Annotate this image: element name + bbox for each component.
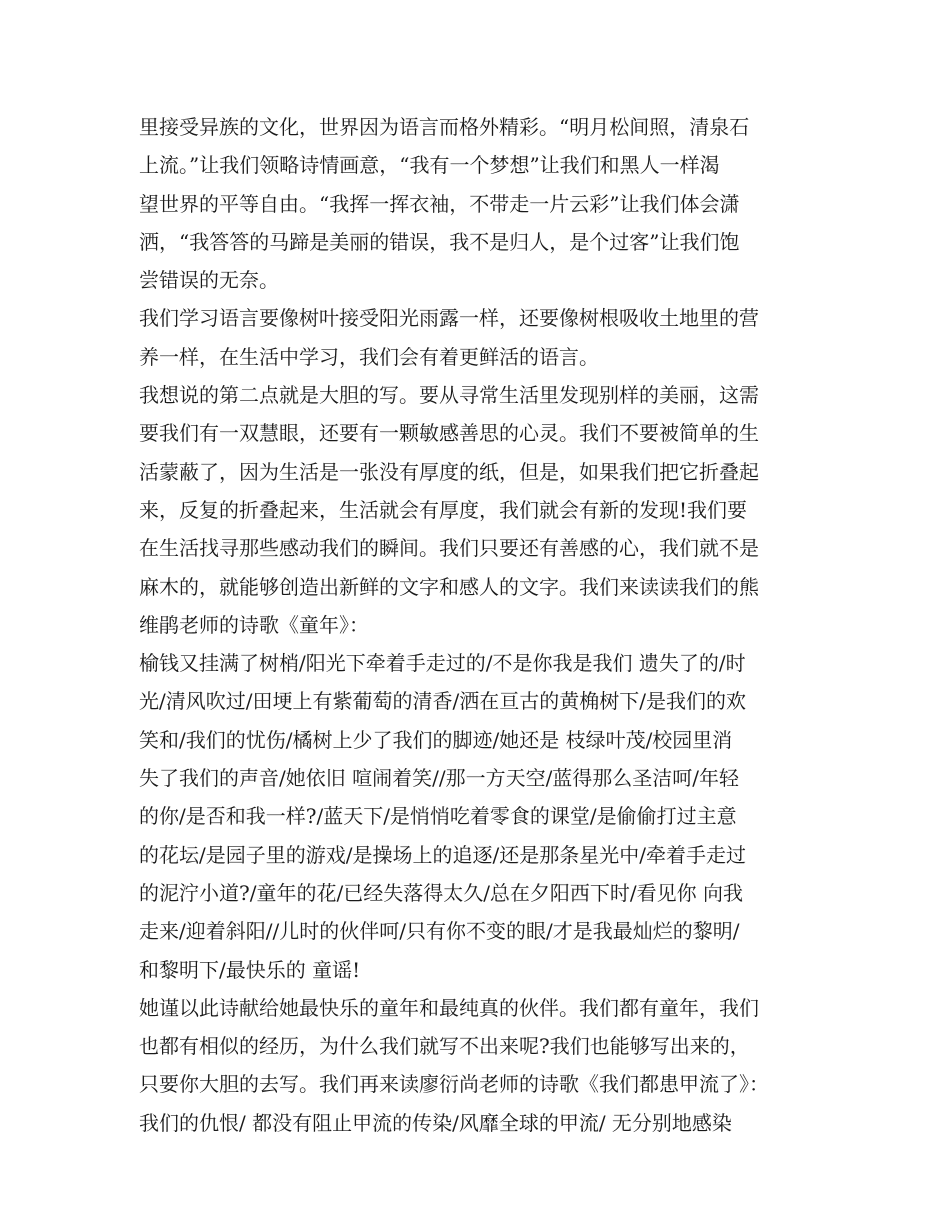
text-line: 要我们有一双慧眼，还要有一颗敏感善思的心灵。我们不要被简单的生 (139, 421, 759, 446)
text-line: 失了我们的声音/她依旧 喧闹着笑//那一方天空/蓝得那么圣洁呵/年轻 (139, 766, 740, 791)
text-line: 尝错误的无奈。 (139, 268, 279, 293)
text-line: 走来/迎着斜阳//儿时的伙伴呵/只有你不变的眼/才是我最灿烂的黎明/ (139, 919, 740, 944)
text-line: 上流。”让我们领略诗情画意，“我有一个梦想”让我们和黑人一样渴 (139, 153, 720, 178)
text-line: 的你/是否和我一样?/蓝天下/是悄悄吃着零食的课堂/是偷偷打过主意 (139, 804, 737, 829)
text-line: 在生活找寻那些感动我们的瞬间。我们只要还有善感的心，我们就不是 (139, 536, 759, 561)
text-line: 的花坛/是园子里的游戏/是操场上的追逐/还是那条星光中/牵着手走过 (139, 842, 746, 867)
text-line: 我们的仇恨/ 都没有阻止甲流的传染/风靡全球的甲流/ 无分别地感染 (139, 1110, 732, 1135)
text-line: 维鹃老师的诗歌《童年》： (139, 612, 369, 637)
text-line: 也都有相似的经历，为什么我们就写不出来呢?我们也能够写出来的， (139, 1034, 750, 1059)
text-line: 里接受异族的文化，世界因为语言而格外精彩。“明月松间照，清泉石 (139, 115, 750, 139)
text-line: 只要你大胆的去写。我们再来读廖衍尚老师的诗歌《我们都患甲流了》： (139, 1072, 769, 1097)
text-line: 望世界的平等自由。“我挥一挥衣袖，不带走一片云彩”让我们体会潇 (139, 191, 740, 216)
text-line: 来，反复的折叠起来，生活就会有厚度，我们就会有新的发现!我们要 (139, 497, 748, 522)
text-line: 麻木的，就能够创造出新鲜的文字和感人的文字。我们来读读我们的熊 (139, 574, 759, 599)
text-line: 榆钱又挂满了树梢/阳光下牵着手走过的/不是你我是我们 遗失了的/时 (139, 651, 746, 676)
text-line: 养一样，在生活中学习，我们会有着更鲜活的语言。 (139, 344, 599, 369)
text-line: 光/清风吹过/田埂上有紫葡萄的清香/洒在亘古的黄桷树下/是我们的欢 (139, 689, 746, 714)
text-line: 的泥泞小道?/童年的花/已经失落得太久/总在夕阳西下时/看见你 向我 (139, 880, 744, 905)
text-line: 她谨以此诗献给她最快乐的童年和最纯真的伙伴。我们都有童年，我们 (139, 995, 759, 1020)
text-line: 活蒙蔽了，因为生活是一张没有厚度的纸，但是，如果我们把它折叠起 (139, 459, 759, 484)
text-line: 笑和/我们的忧伤/橘树上少了我们的脚迹/她还是 枝绿叶茂/校园里消 (139, 727, 733, 752)
document-body (139, 108, 829, 1142)
text-line: 洒，“我答答的马蹄是美丽的错误，我不是归人，是个过客”让我们饱 (139, 229, 740, 254)
text-line: 和黎明下/最快乐的 童谣! (139, 957, 361, 982)
text-line: 我想说的第二点就是大胆的写。要从寻常生活里发现别样的美丽，这需 (139, 383, 759, 408)
text-line: 我们学习语言要像树叶接受阳光雨露一样，还要像树根吸收土地里的营 (139, 306, 759, 331)
